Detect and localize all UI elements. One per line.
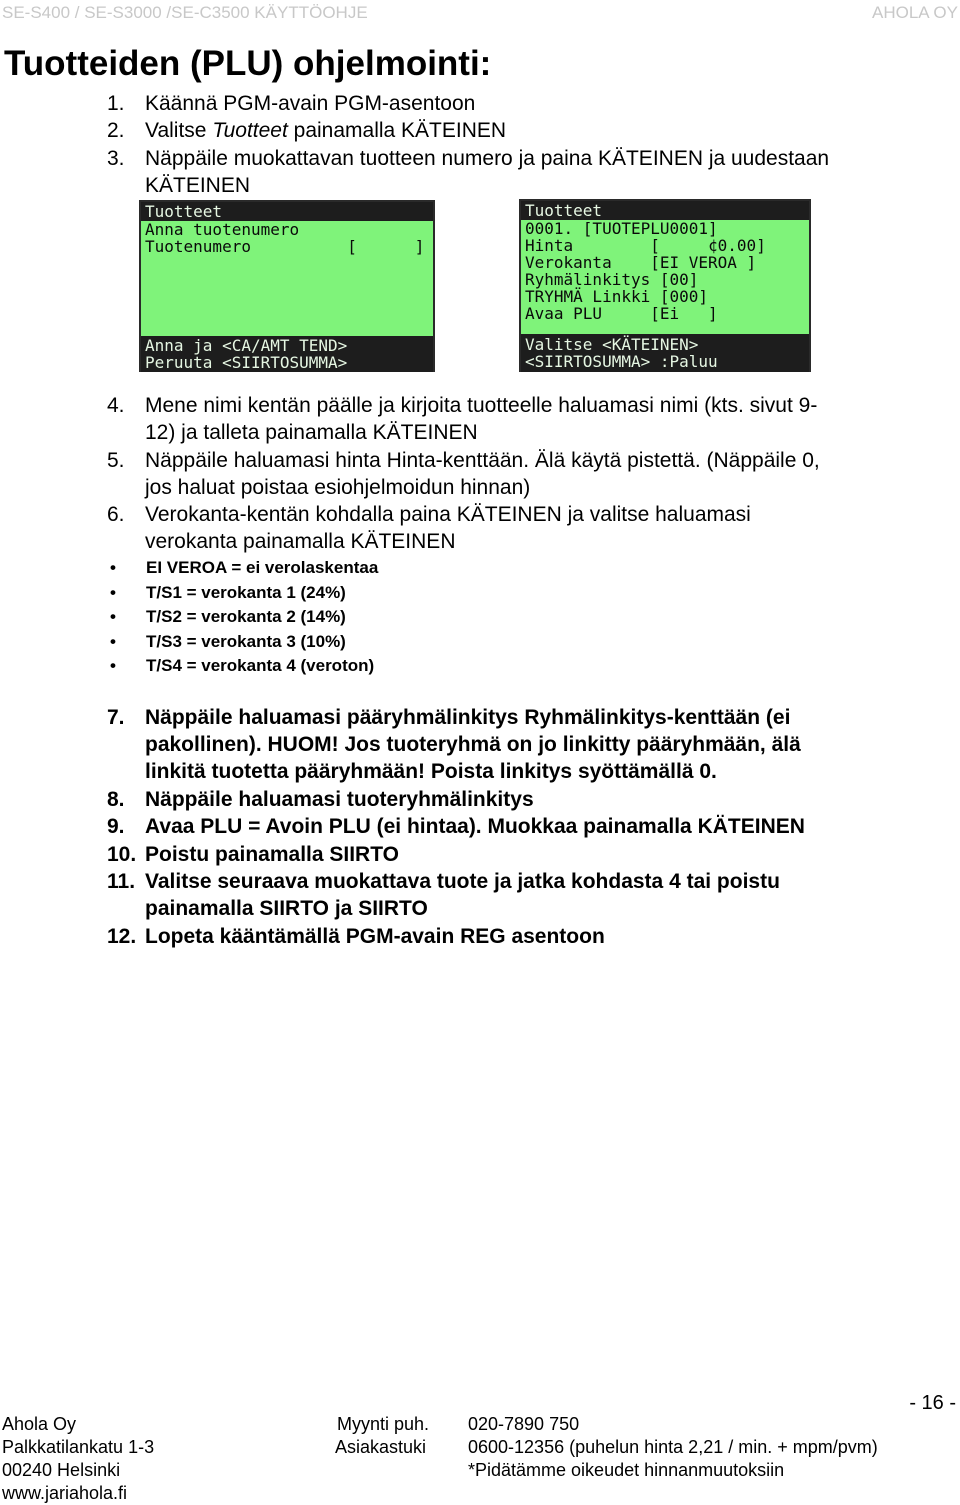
list-item: • EI VEROA = ei verolaskentaa	[108, 556, 378, 581]
lcd-row: <SIIRTOSUMMA> :Paluu	[525, 352, 718, 371]
footer-support-phone: 0600-12356 (puhelun hinta 2,21 / min. + mpm/pvm)	[468, 1437, 878, 1457]
step-11	[107, 868, 780, 922]
step-number: 10.	[107, 843, 137, 866]
page-footer	[2, 1413, 958, 1505]
bullet-icon: •	[110, 582, 116, 602]
step-number: 3.	[107, 147, 125, 170]
step-text-cont: jos haluat poistaa esiohjelmoidun hinnan)	[145, 476, 531, 499]
step-text: Mene nimi kentän päälle ja kirjoita tuotteelle haluamasi nimi (kts. sivut 9-	[145, 394, 818, 417]
page-title: Tuotteiden (PLU) ohjelmointi:	[4, 44, 492, 83]
step-text-cont: verokanta painamalla KÄTEINEN	[145, 530, 456, 553]
list-item: • T/S3 = verokanta 3 (10%)	[108, 630, 378, 655]
footer-company: Ahola Oy	[2, 1414, 77, 1434]
step-number: 2.	[107, 119, 125, 142]
step-2	[107, 117, 506, 144]
step-text: Valitse seuraava muokattava tuote ja jatka kohdasta 4 tai poistu	[145, 870, 780, 893]
lcd-screen-product-edit	[519, 199, 811, 372]
lcd-row: Valitse <KÄTEINEN>	[525, 335, 699, 354]
bullet-icon: •	[110, 656, 116, 675]
step-text: Käännä PGM-avain PGM-asentoon	[145, 92, 476, 115]
lcd-row: Ryhmälinkitys [00]	[525, 270, 699, 289]
bullet-icon: •	[110, 558, 116, 577]
footer-website-link[interactable]: www.jariahola.fi	[2, 1483, 128, 1503]
footer-note: *Pidätämme oikeudet hinnanmuutoksiin	[468, 1460, 785, 1480]
step-text-cont: 12) ja talleta painamalla KÄTEINEN	[145, 421, 478, 444]
step-6	[107, 501, 751, 555]
step-8	[107, 786, 534, 813]
lcd-row: Tuotteet	[525, 201, 603, 220]
header-right: AHOLA OY	[872, 3, 958, 22]
step-text: Avaa PLU = Avoin PLU (ei hintaa). Muokkaa painamalla KÄTEINEN	[145, 815, 805, 838]
step-number: 6.	[107, 503, 125, 526]
step-text-cont: KÄTEINEN	[145, 174, 251, 197]
step-number: 9.	[107, 815, 125, 838]
step-text: Näppäile muokattavan tuotteen numero ja paina KÄTEINEN ja uudestaan	[145, 147, 830, 170]
step-4	[107, 392, 817, 446]
step-text-post: painamalla KÄTEINEN	[287, 119, 507, 142]
step-1	[107, 90, 475, 117]
bullet-icon: •	[110, 607, 116, 626]
lcd-row: Anna ja <CA/AMT TEND>	[145, 336, 348, 355]
step-number: 5.	[107, 449, 125, 472]
footer-street: Palkkatilankatu 1-3	[2, 1437, 155, 1457]
tax-rate-list	[108, 556, 378, 679]
step-text-pre: Valitse	[145, 119, 213, 142]
step-5	[107, 447, 820, 501]
step-number: 1.	[107, 92, 125, 115]
step-12	[107, 923, 605, 950]
lcd-screen-product-number	[139, 200, 435, 372]
step-number: 4.	[107, 394, 125, 417]
step-10	[107, 841, 399, 868]
step-7	[107, 704, 801, 785]
lcd-row: Tuotteet	[145, 202, 223, 221]
step-text-cont: linkitä tuotetta pääryhmään! Poista linkitys syöttämällä 0.	[145, 760, 717, 783]
step-text-cont: pakollinen). HUOM! Jos tuoteryhmä on jo linkitty pääryhmään, älä	[145, 733, 801, 756]
step-text: Poistu painamalla SIIRTO	[145, 843, 400, 866]
lcd-row: TRYHMÄ Linkki [000]	[525, 287, 709, 306]
list-item: • T/S2 = verokanta 2 (14%)	[108, 605, 378, 630]
step-text: Näppäile haluamasi tuoteryhmälinkitys	[145, 788, 534, 811]
footer-sales-label: Myynti puh.	[337, 1414, 430, 1434]
step-text: Verokanta-kentän kohdalla paina KÄTEINEN ja valitse haluamasi	[145, 503, 751, 526]
step-text: Näppäile haluamasi hinta Hinta-kenttään. Älä käytä pistettä. (Näppäile 0,	[145, 449, 820, 472]
list-item: • T/S1 = verokanta 1 (24%)	[108, 581, 378, 606]
lcd-row: Tuotenumero [ ]	[145, 237, 425, 256]
lcd-row: Avaa PLU [Ei ]	[525, 304, 718, 323]
step-3	[107, 145, 829, 199]
lcd-row: Anna tuotenumero	[145, 220, 300, 239]
step-number: 7.	[107, 706, 125, 729]
header-left: SE-S400 / SE-S3000 /SE-C3500 KÄYTTÖOHJE	[2, 3, 368, 22]
lcd-row: Verokanta [EI VEROA ]	[525, 253, 757, 272]
step-text: Lopeta kääntämällä PGM-avain REG asentoon	[145, 925, 605, 948]
footer-city: 00240 Helsinki	[2, 1460, 121, 1480]
step-9	[107, 813, 805, 840]
lcd-row: Hinta [ ¢0.00]	[525, 236, 766, 255]
page-header	[2, 3, 958, 25]
lcd-row: 0001. [TUOTEPLU0001]	[525, 219, 718, 238]
step-number: 8.	[107, 788, 125, 811]
list-item: • T/S4 = verokanta 4 (veroton)	[108, 654, 378, 679]
page-number: - 16 -	[909, 1392, 956, 1414]
step-text: Näppäile haluamasi pääryhmälinkitys Ryhmälinkitys-kenttään (ei	[145, 706, 791, 729]
step-text-emphasis: Tuotteet	[212, 119, 288, 142]
step-number: 12.	[107, 925, 137, 948]
step-text-cont: painamalla SIIRTO ja SIIRTO	[145, 897, 428, 920]
footer-sales-phone: 020-7890 750	[468, 1414, 580, 1434]
footer-support-label: Asiakastuki	[335, 1437, 427, 1457]
step-number: 11.	[107, 870, 136, 893]
bullet-icon: •	[110, 631, 116, 651]
lcd-row: Peruuta <SIIRTOSUMMA>	[145, 353, 348, 372]
